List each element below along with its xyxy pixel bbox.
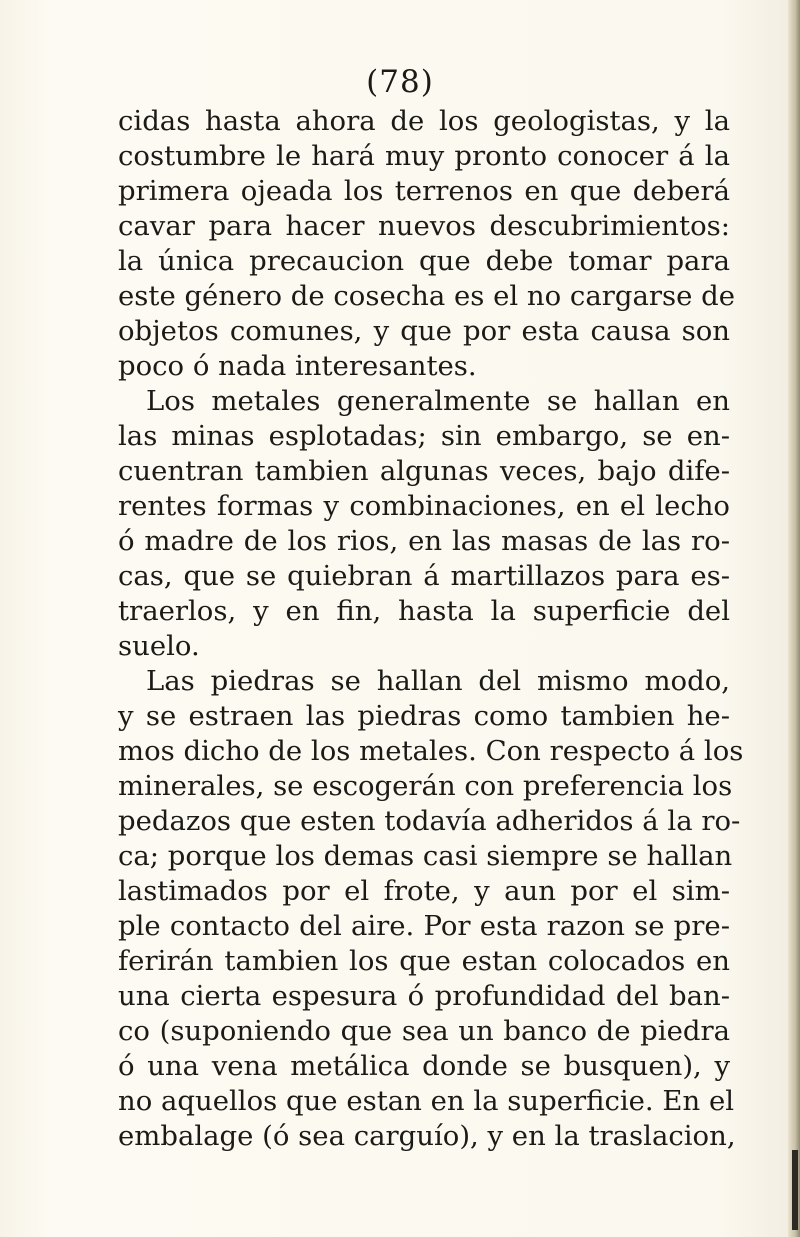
text-line: ó una vena metálica donde se busquen), y — [118, 1050, 730, 1082]
text-line: ferirán tambien los que estan colocados en — [118, 945, 730, 977]
text-line: minerales, se escogerán con preferencia los — [118, 770, 733, 802]
body-text — [118, 104, 744, 1154]
text-line: embalage (ó sea carguío), y en la traslacion, — [118, 1120, 736, 1152]
text-line: cas, que se quiebran á martillazos para es- — [118, 560, 730, 592]
text-line: cidas hasta ahora de los geologistas, y la — [118, 105, 730, 137]
text-line: ple contacto del aire. Por esta razon se pre- — [118, 910, 730, 942]
text-line: ó madre de los rios, en las masas de las ro- — [118, 525, 730, 557]
text-line: primera ojeada los terrenos en que deberá — [118, 175, 730, 207]
text-line: suelo. — [118, 630, 200, 662]
text-line: cavar para hacer nuevos descubrimientos: — [118, 210, 730, 242]
page-number: (78) — [366, 64, 434, 100]
text-line: ca; porque los demas casi siempre se hallan — [118, 840, 733, 872]
text-line: cuentran tambien algunas veces, bajo dife- — [118, 455, 730, 487]
text-line: lastimados por el frote, y aun por el sim- — [118, 875, 730, 907]
text-line: y se estraen las piedras como tambien he- — [118, 700, 730, 732]
text-line: costumbre le hará muy pronto conocer á la — [118, 140, 730, 172]
paragraph-start-line: Los metales generalmente se hallan en — [146, 385, 730, 417]
text-line: co (suponiendo que sea un banco de piedra — [118, 1015, 730, 1047]
text-line: objetos comunes, y que por esta causa son — [118, 315, 730, 347]
text-line: la única precaucion que debe tomar para — [118, 245, 730, 277]
binding-mark — [792, 1150, 798, 1230]
text-line: mos dicho de los metales. Con respecto á los — [118, 735, 744, 767]
text-line: pedazos que esten todavía adheridos á la ro- — [118, 805, 741, 837]
text-line: este género de cosecha es el no cargarse de — [118, 280, 736, 312]
text-line: rentes formas y combinaciones, en el lecho — [118, 490, 730, 522]
paragraph-start-line: Las piedras se hallan del mismo modo, — [146, 665, 730, 697]
text-line: poco ó nada interesantes. — [118, 350, 477, 382]
text-line: no aquellos que estan en la superficie. En el — [118, 1085, 735, 1117]
page-edge — [788, 0, 800, 1237]
text-line: una cierta espesura ó profundidad del ban- — [118, 980, 730, 1012]
text-line: las minas esplotadas; sin embargo, se en- — [118, 420, 730, 452]
text-line: traerlos, y en fin, hasta la superficie del — [118, 595, 730, 627]
